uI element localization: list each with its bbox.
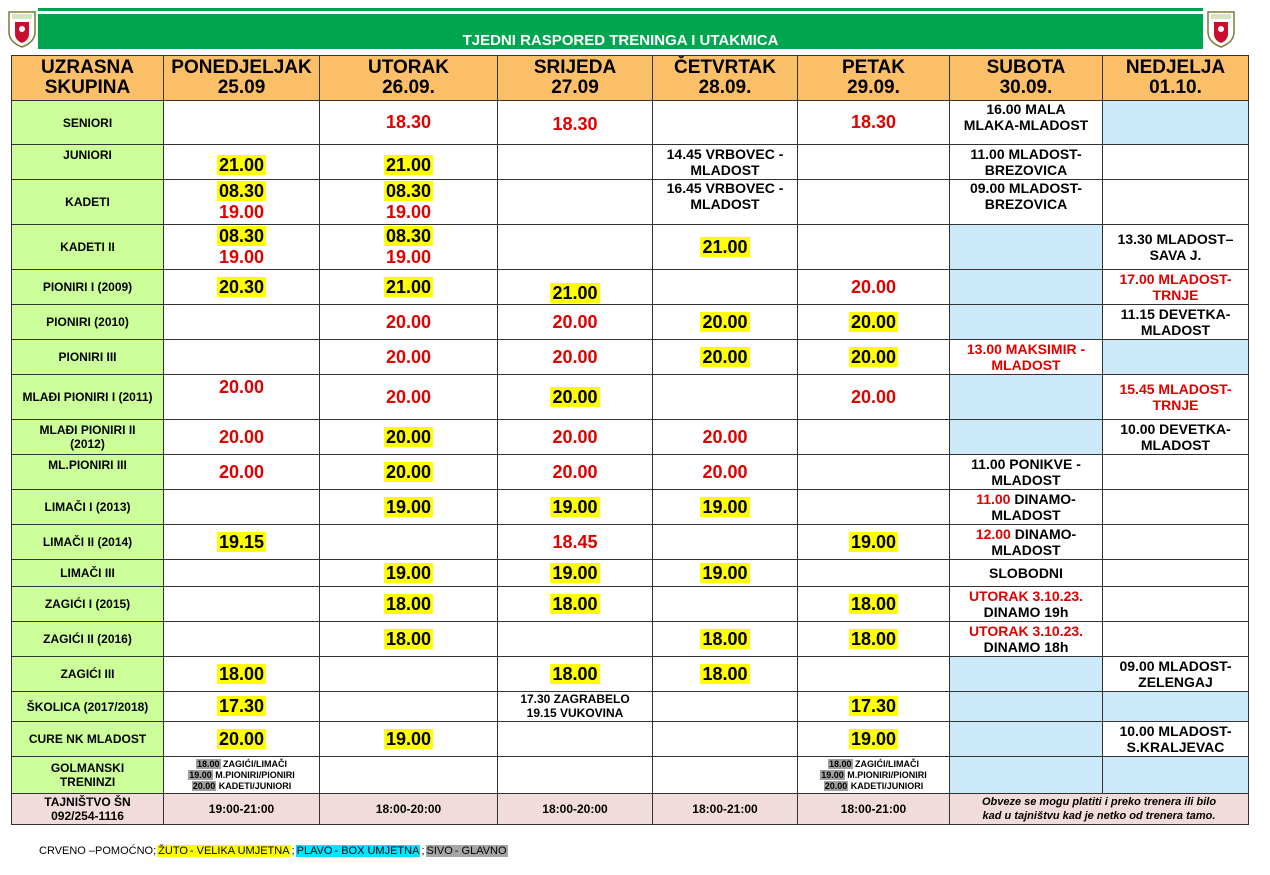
legend-sep: ; [291,845,295,857]
cell-thu: 20.00 [653,305,798,340]
cell-sun [1103,757,1249,794]
group-label: PIONIRI I (2009) [12,270,164,305]
cell-sun [1103,525,1249,560]
cell-fri: 18.00 [798,587,950,622]
group-label: MLAĐI PIONIRI II (2012) [12,420,164,455]
cell-fri: 18.00 ZAGIĆI/LIMAČI 19.00 M.PIONIRI/PIONIRI 20.00 KADETI/JUNIORI [798,757,950,794]
cell-tue: 08.30 19.00 [320,225,498,270]
cell-wed: 20.00 [498,340,653,375]
cell-sat: 16.00 MALA MLAKA-MLADOST [950,101,1103,145]
cell-sat [950,757,1103,794]
cell-mon: 18.00 [164,657,320,692]
cell-thu [653,525,798,560]
cell-mon [164,587,320,622]
cell-fri [798,225,950,270]
cell-fri: 20.00 [798,305,950,340]
cell-mon [164,305,320,340]
cell-mon: 20.30 [164,270,320,305]
group-label: TAJNIŠTVO ŠN 092/254-1116 [12,794,164,825]
cell-wed [498,225,653,270]
table-row [12,101,1249,145]
cell-tue [320,692,498,722]
cell-sat: 11.00 PONIKVE - MLADOST [950,455,1103,490]
color-legend [38,845,508,857]
cell-wed: 18.30 [498,101,653,145]
cell-wed: 19.00 [498,490,653,525]
cell-sat: 11.00 DINAMO- MLADOST [950,490,1103,525]
cell-sat [950,692,1103,722]
legend-blue: PLAVO [296,845,333,857]
cell-sat: 09.00 MLADOST- BREZOVICA [950,180,1103,225]
cell-thu: 20.00 [653,340,798,375]
cell-wed: 20.00 [498,420,653,455]
group-label: ZAGIĆI II (2016) [12,622,164,657]
group-label: PIONIRI (2010) [12,305,164,340]
cell-wed: 17.30 ZAGRABELO 19.15 VUKOVINA [498,692,653,722]
cell-mon: 20.00 [164,722,320,757]
header-day-wed: SRIJEDA 27.09 [498,56,653,101]
cell-sun [1103,622,1249,657]
cell-mon: 19:00-21:00 [164,794,320,825]
cell-wed: 21.00 [498,270,653,305]
legend-grey: SIVO [426,845,453,857]
cell-mon: 08.30 19.00 [164,180,320,225]
cell-mon [164,101,320,145]
cell-wed: 18.00 [498,657,653,692]
cell-mon: 20.00 [164,375,320,420]
cell-sun: 13.30 MLADOST– SAVA J. [1103,225,1249,270]
header-group: UZRASNA SKUPINA [12,56,164,101]
cell-sat [950,305,1103,340]
cell-mon [164,560,320,587]
table-row [12,270,1249,305]
group-label: KADETI [12,180,164,225]
cell-sat [950,225,1103,270]
group-label: ZAGIĆI I (2015) [12,587,164,622]
cell-wed [498,145,653,180]
group-label: MLAĐI PIONIRI I (2011) [12,375,164,420]
table-row [12,490,1249,525]
group-label: ŠKOLICA (2017/2018) [12,692,164,722]
page-title: TJEDNI RASPORED TRENINGA I UTAKMICA [462,32,779,49]
cell-fri: 20.00 [798,375,950,420]
cell-sat: 13.00 MAKSIMIR - MLADOST [950,340,1103,375]
cell-sun [1103,560,1249,587]
legend-yellow-desc: - VELIKA UMJETNA [189,845,290,857]
cell-fri: 17.30 [798,692,950,722]
cell-sun: 10.00 MLADOST- S.KRALJEVAC [1103,722,1249,757]
table-row [12,180,1249,225]
group-label: LIMAČI I (2013) [12,490,164,525]
header-row [12,56,1249,101]
cell-sun [1103,340,1249,375]
cell-sat [950,657,1103,692]
table-row [12,225,1249,270]
cell-tue: 18.00 [320,622,498,657]
legend-blue-desc: - BOX UMJETNA [334,845,420,857]
cell-fri: 20.00 [798,270,950,305]
cell-fri: 19.00 [798,722,950,757]
group-label: PIONIRI III [12,340,164,375]
group-label: SENIORI [12,101,164,145]
payment-note: Obveze se mogu platiti i preko trenera ili bilo kad u tajništvu kad je netko od trenera tamo. [950,794,1249,825]
cell-wed: 18:00-20:00 [498,794,653,825]
cell-fri: 20.00 [798,340,950,375]
cell-tue: 21.00 [320,270,498,305]
legend-red: CRVENO –POMOĆNO; [39,845,157,857]
cell-fri [798,455,950,490]
cell-wed: 20.00 [498,375,653,420]
header-day-sat: SUBOTA 30.09. [950,56,1103,101]
cell-wed [498,180,653,225]
cell-thu [653,101,798,145]
cell-tue: 20.00 [320,340,498,375]
cell-sun [1103,455,1249,490]
group-label: LIMAČI II (2014) [12,525,164,560]
table-row [12,587,1249,622]
cell-thu: 20.00 [653,420,798,455]
group-label: LIMAČI III [12,560,164,587]
table-row [12,305,1249,340]
cell-tue: 19.00 [320,560,498,587]
cell-tue [320,657,498,692]
cell-wed: 18.00 [498,587,653,622]
cell-sun [1103,587,1249,622]
group-label: ZAGIĆI III [12,657,164,692]
cell-fri [798,420,950,455]
cell-sat: SLOBODNI [950,560,1103,587]
cell-sun [1103,145,1249,180]
cell-mon: 20.00 [164,455,320,490]
cell-sat: 12.00 DINAMO- MLADOST [950,525,1103,560]
cell-tue: 19.00 [320,722,498,757]
cell-tue: 20.00 [320,375,498,420]
cell-thu [653,692,798,722]
cell-tue: 21.00 [320,145,498,180]
cell-sat: UTORAK 3.10.23. DINAMO 18h [950,622,1103,657]
cell-mon: 18.00 ZAGIĆI/LIMAČI 19.00 M.PIONIRI/PIONIRI 20.00 KADETI/JUNIORI [164,757,320,794]
cell-mon: 19.15 [164,525,320,560]
cell-fri: 18:00-21:00 [798,794,950,825]
group-label: ML.PIONIRI III [12,455,164,490]
cell-tue: 20.00 [320,455,498,490]
title-top-line [38,8,1203,11]
cell-fri [798,180,950,225]
cell-thu: 19.00 [653,560,798,587]
cell-thu [653,587,798,622]
club-crest-right-icon [1206,10,1236,48]
cell-thu [653,375,798,420]
cell-tue [320,525,498,560]
cell-wed [498,757,653,794]
group-label: JUNIORI [12,145,164,180]
cell-sun [1103,490,1249,525]
cell-mon: 20.00 [164,420,320,455]
cell-sat [950,270,1103,305]
cell-thu [653,722,798,757]
table-row [12,622,1249,657]
cell-wed: 18.45 [498,525,653,560]
cell-tue: 18:00-20:00 [320,794,498,825]
cell-sun [1103,101,1249,145]
header-day-thu: ČETVRTAK 28.09. [653,56,798,101]
cell-thu: 14.45 VRBOVEC - MLADOST [653,145,798,180]
cell-fri: 18.30 [798,101,950,145]
cell-mon [164,622,320,657]
cell-fri [798,145,950,180]
cell-fri: 18.00 [798,622,950,657]
cell-sun: 10.00 DEVETKA- MLADOST [1103,420,1249,455]
cell-thu [653,270,798,305]
cell-thu: 19.00 [653,490,798,525]
schedule-table [11,55,1249,825]
cell-tue: 20.00 [320,305,498,340]
group-label: GOLMANSKI TRENINZI [12,757,164,794]
table-row [12,757,1249,794]
header-day-tue: UTORAK 26.09. [320,56,498,101]
cell-sun: 11.15 DEVETKA- MLADOST [1103,305,1249,340]
cell-tue: 18.00 [320,587,498,622]
table-row [12,420,1249,455]
header-day-mon: PONEDJELJAK 25.09 [164,56,320,101]
cell-thu: 20.00 [653,455,798,490]
cell-sun [1103,180,1249,225]
cell-tue: 08.30 19.00 [320,180,498,225]
table-row [12,340,1249,375]
cell-wed: 20.00 [498,455,653,490]
group-label: CURE NK MLADOST [12,722,164,757]
table-row [12,560,1249,587]
legend-yellow: ŽUTO [158,845,188,857]
cell-mon: 17.30 [164,692,320,722]
cell-sun: 15.45 MLADOST- TRNJE [1103,375,1249,420]
cell-sat [950,722,1103,757]
cell-thu: 18.00 [653,622,798,657]
table-row [12,525,1249,560]
legend-grey-desc: - GLAVNO [454,845,507,857]
group-label: KADETI II [12,225,164,270]
cell-thu: 18:00-21:00 [653,794,798,825]
cell-sat [950,420,1103,455]
cell-fri [798,560,950,587]
table-row [12,455,1249,490]
cell-mon [164,340,320,375]
cell-mon: 21.00 [164,145,320,180]
cell-sat [950,375,1103,420]
cell-tue: 20.00 [320,420,498,455]
cell-thu: 21.00 [653,225,798,270]
legend-sep: ; [421,845,425,857]
cell-sun [1103,692,1249,722]
cell-thu: 16.45 VRBOVEC - MLADOST [653,180,798,225]
cell-fri [798,490,950,525]
cell-thu: 18.00 [653,657,798,692]
table-row [12,145,1249,180]
cell-wed [498,722,653,757]
header-day-sun: NEDJELJA 01.10. [1103,56,1249,101]
cell-fri [798,657,950,692]
cell-fri: 19.00 [798,525,950,560]
cell-wed: 20.00 [498,305,653,340]
table-row [12,692,1249,722]
cell-sun: 09.00 MLADOST- ZELENGAJ [1103,657,1249,692]
header-day-fri: PETAK 29.09. [798,56,950,101]
cell-tue: 18.30 [320,101,498,145]
cell-sat: 11.00 MLADOST- BREZOVICA [950,145,1103,180]
cell-mon [164,490,320,525]
cell-wed [498,622,653,657]
cell-mon: 08.30 19.00 [164,225,320,270]
cell-tue: 19.00 [320,490,498,525]
cell-tue [320,757,498,794]
cell-sat: UTORAK 3.10.23. DINAMO 19h [950,587,1103,622]
cell-sun: 17.00 MLADOST- TRNJE [1103,270,1249,305]
cell-thu [653,757,798,794]
table-row [12,794,1249,825]
club-crest-left-icon [7,10,37,48]
table-row [12,375,1249,420]
cell-wed: 19.00 [498,560,653,587]
table-row [12,722,1249,757]
table-row [12,657,1249,692]
title-banner [38,14,1203,49]
